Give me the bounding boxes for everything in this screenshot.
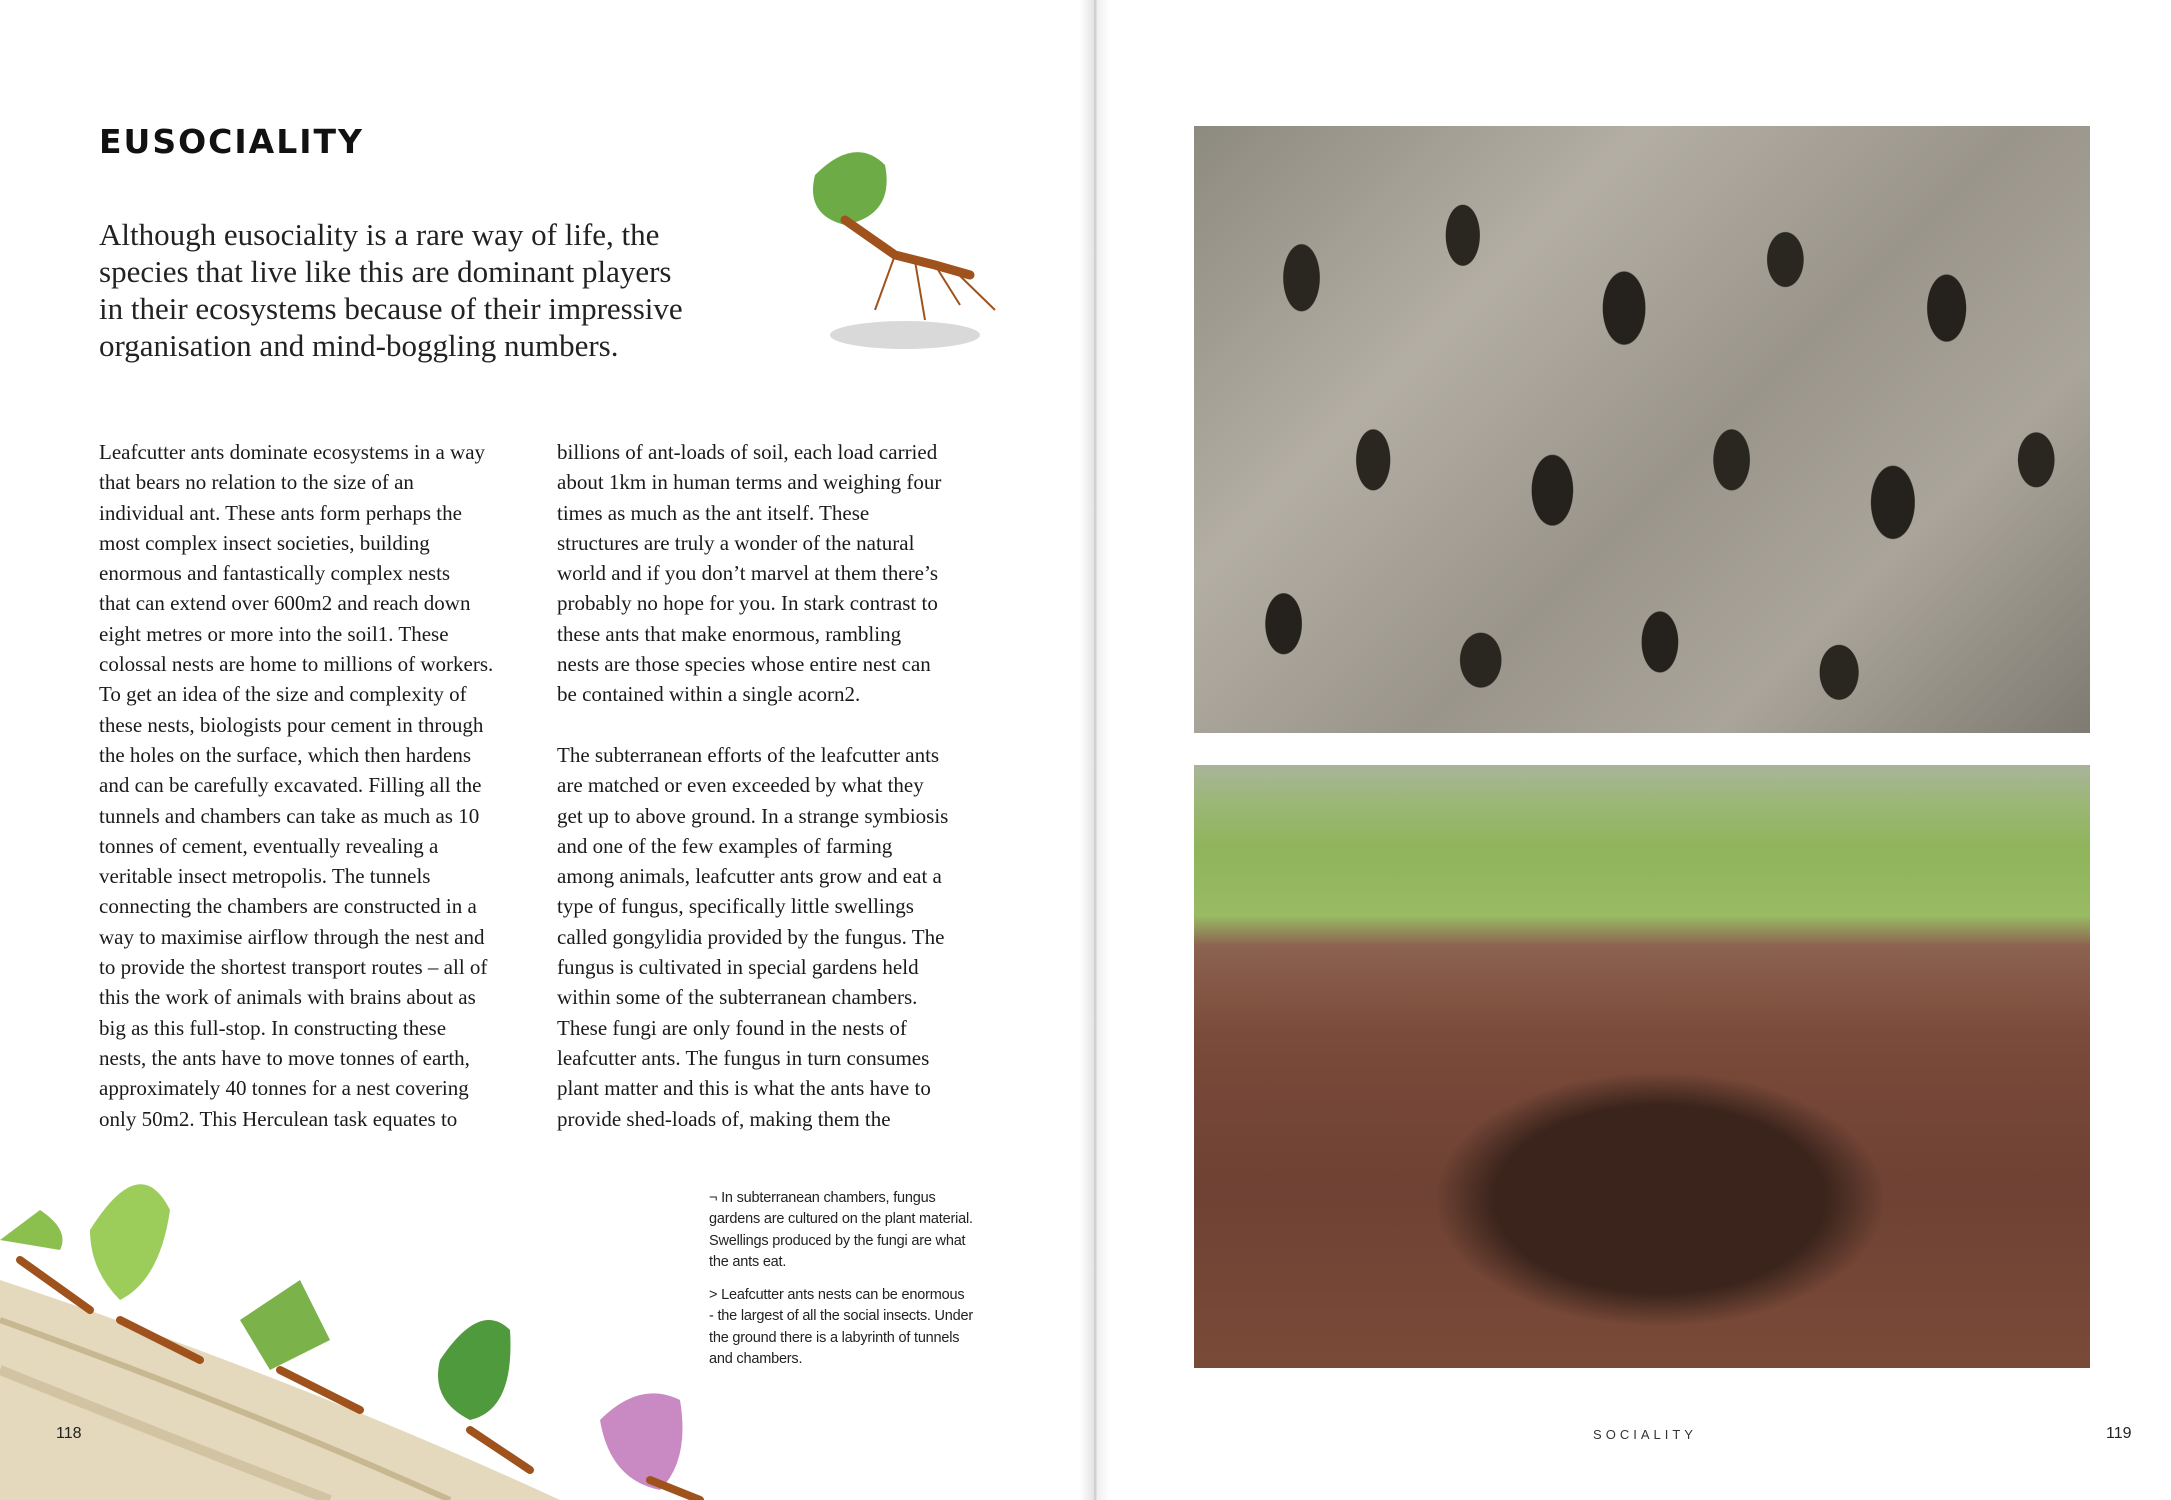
body-line: among animals, leafcutter ants grow and eat a xyxy=(557,864,942,889)
body-line: probably no hope for you. In stark contrast to xyxy=(557,591,938,616)
caption-line: Swellings produced by the fungi are what xyxy=(709,1232,966,1249)
body-line: fungus is cultivated in special gardens held xyxy=(557,955,919,980)
body-column-1 xyxy=(99,437,493,1134)
body-line: leafcutter ants. The fungus in turn consumes xyxy=(557,1045,930,1070)
caption-line: > Leafcutter ants nests can be enormous xyxy=(709,1287,965,1303)
body-line: to provide the shortest transport routes – all of xyxy=(99,955,488,980)
caption-line: the ground there is a labyrinth of tunnels xyxy=(709,1329,960,1346)
body-line: approximately 40 tonnes for a nest covering xyxy=(99,1076,469,1101)
body-line: nests are those species whose entire nest can xyxy=(557,652,931,677)
body-line: that can extend over 600m2 and reach down xyxy=(99,591,471,616)
page-title: EUSOCIALITY xyxy=(99,122,364,161)
body-line: and can be carefully excavated. Filling all the xyxy=(99,773,482,798)
body-line: individual ant. These ants form perhaps the xyxy=(99,500,462,525)
body-line: this the work of animals with brains about as xyxy=(99,985,476,1010)
intro-line: Although eusociality is a rare way of life, the xyxy=(99,217,660,252)
intro-line: species that live like this are dominant players xyxy=(99,254,672,289)
body-line: To get an idea of the size and complexity of xyxy=(99,682,467,707)
running-head: SOCIALITY xyxy=(1593,1427,1697,1442)
leafcutter-ant-illustration xyxy=(785,135,1015,365)
body-line: tonnes of cement, eventually revealing a xyxy=(99,833,439,858)
body-line: colossal nests are home to millions of workers. xyxy=(99,652,494,677)
body-line: world and if you don’t marvel at them there’s xyxy=(557,561,939,586)
body-line: billions of ant-loads of soil, each load carried xyxy=(557,440,938,464)
body-line: are matched or even exceeded by what they xyxy=(557,773,924,798)
intro-line: in their ecosystems because of their impressive xyxy=(99,291,683,326)
body-line: big as this full-stop. In constructing these xyxy=(99,1015,447,1040)
body-line: way to maximise airflow through the nest and xyxy=(99,924,485,949)
body-line: times as much as the ant itself. These xyxy=(557,500,870,525)
body-line: veritable insect metropolis. The tunnels xyxy=(99,864,431,889)
body-line: and one of the few examples of farming xyxy=(557,833,893,858)
caption-nest-size xyxy=(709,1285,973,1370)
body-line: connecting the chambers are constructed in a xyxy=(99,894,477,919)
body-line: these nests, biologists pour cement in through xyxy=(99,712,484,737)
body-line: about 1km in human terms and weighing four xyxy=(557,470,942,495)
intro-line: organisation and mind-boggling numbers. xyxy=(99,328,619,363)
body-line: within some of the subterranean chambers. xyxy=(557,985,918,1010)
body-line: called gongylidia provided by the fungus. The xyxy=(557,924,945,949)
body-line: the holes on the surface, which then hardens xyxy=(99,742,472,767)
body-line: plant matter and this is what the ants have to xyxy=(557,1076,931,1101)
caption-line: ¬ In subterranean chambers, fungus xyxy=(709,1190,936,1206)
photo-excavated-ant-nest xyxy=(1194,765,2090,1368)
ant-trail-illustration xyxy=(0,1150,760,1500)
caption-line: gardens are cultured on the plant material. xyxy=(709,1211,973,1228)
body-line: provide shed-loads of, making them the xyxy=(557,1106,891,1131)
photo-fungus-garden-chambers xyxy=(1194,126,2090,733)
body-line: eight metres or more into the soil1. These xyxy=(99,621,449,646)
page-number-right: 119 xyxy=(2106,1425,2132,1442)
body-column-2 xyxy=(557,437,948,1134)
body-line: The subterranean efforts of the leafcutter ants xyxy=(557,742,940,767)
paragraph-gap xyxy=(557,710,948,740)
page-number-left: 118 xyxy=(56,1425,82,1442)
body-line: nests, the ants have to move tonnes of earth, xyxy=(99,1045,470,1070)
body-line: structures are truly a wonder of the natural xyxy=(557,530,915,555)
book-gutter xyxy=(1080,0,1110,1500)
body-line: most complex insect societies, building xyxy=(99,530,430,555)
body-line: enormous and fantastically complex nests xyxy=(99,561,451,586)
body-line: type of fungus, specifically little swellings xyxy=(557,894,914,919)
caption-line: and chambers. xyxy=(709,1350,803,1367)
caption-fungus-gardens xyxy=(709,1188,973,1273)
body-line: These fungi are only found in the nests of xyxy=(557,1015,907,1040)
body-line: these ants that make enormous, rambling xyxy=(557,621,902,646)
body-line: that bears no relation to the size of an xyxy=(99,470,414,495)
caption-line: the ants eat. xyxy=(709,1253,787,1270)
body-line: be contained within a single acorn2. xyxy=(557,682,861,707)
caption-line: - the largest of all the social insects. Under xyxy=(709,1308,974,1325)
body-line: Leafcutter ants dominate ecosystems in a way xyxy=(99,440,486,464)
body-line: get up to above ground. In a strange symbiosis xyxy=(557,803,949,828)
intro-lede xyxy=(99,216,683,364)
body-line: tunnels and chambers can take as much as 10 xyxy=(99,803,480,828)
body-line: only 50m2. This Herculean task equates to xyxy=(99,1106,458,1131)
